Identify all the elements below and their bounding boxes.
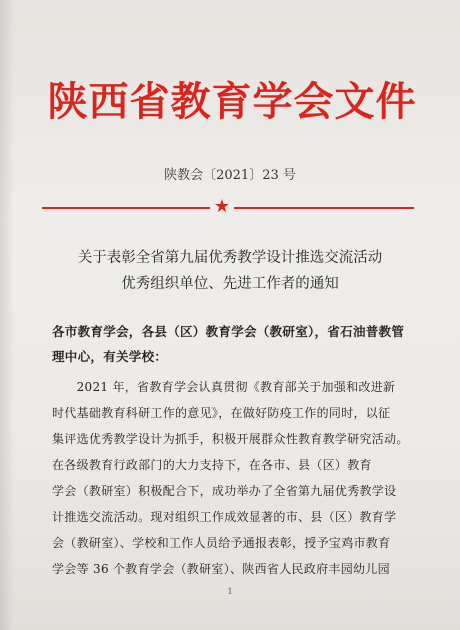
page-shadow: [0, 0, 14, 630]
body-line-4: 在各级教育行政部门的大力支持下，在各市、县（区）教育: [52, 458, 372, 472]
body-line-7: 会（教研室）、学校和工作人员给予通报表彰，授予宝鸡市教育: [52, 536, 391, 550]
body-line-8: 学会等 36 个教育学会（教研室）、陕西省人民政府丰园幼儿园: [52, 562, 390, 576]
body-line-5: 学会（教研室）积极配合下，成功举办了全省第九届优秀教学设: [52, 484, 397, 498]
page-number: 1: [227, 587, 233, 596]
red-rule-left: [42, 207, 210, 209]
salutation-line-1: 各市教育学会，各县（区）教育学会（教研室），省石油普教管: [52, 324, 405, 339]
issuer-red-header: 陕西省教育学会文件: [47, 78, 417, 125]
red-rule-right: [234, 207, 414, 209]
body-line-6: 计推选交流活动。现对组织工作成效显著的市、县（区）教育学: [52, 510, 397, 524]
body-line-2: 时代基础教育科研工作的意见》，在做好防疫工作的同时，以征: [52, 406, 391, 420]
star-icon: ★: [213, 196, 231, 217]
body-line-3: 集评选优秀教学设计为抓手，积极开展群众性教育教学研究活动。: [52, 432, 409, 446]
notice-title-line-1: 关于表彰全省第九届优秀教学设计推选交流活动: [77, 250, 383, 266]
salutation-line-2: 理中心，有关学校：: [52, 349, 168, 364]
body-line-1: 2021 年，省教育学会认真贯彻《教育部关于加强和改进新: [52, 380, 396, 394]
document-number: 陕教会〔2021〕23 号: [164, 168, 296, 183]
notice-title-line-2: 优秀组织单位、先进工作者的通知: [121, 276, 339, 292]
